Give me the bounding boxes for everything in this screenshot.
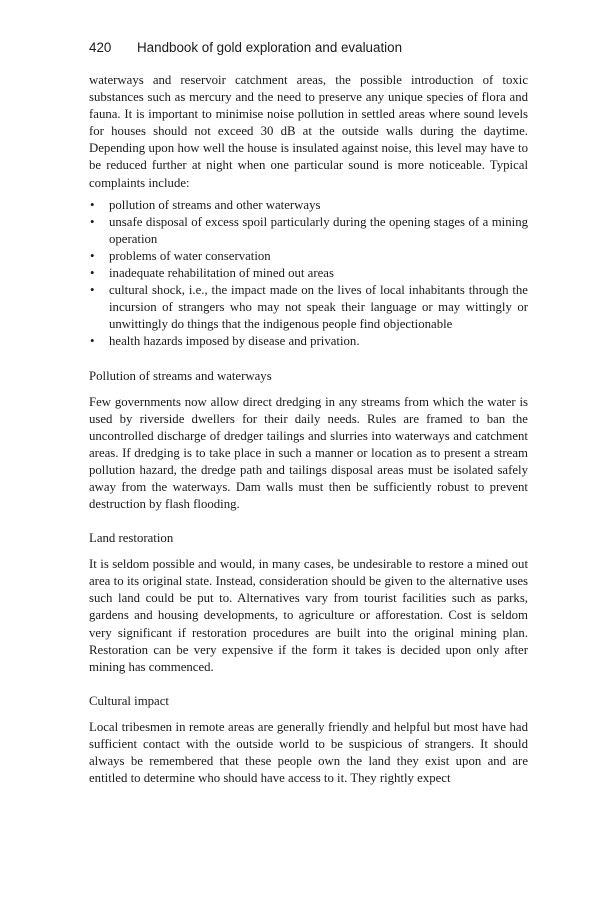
list-item [89,265,528,282]
list-item-text: pollution of streams and other waterways [109,197,321,212]
book-page [89,40,528,787]
bullet-icon: • [90,266,95,281]
list-item-text: cultural shock, i.e., the impact made on the lives of local inhabitants through the incursion of strangers who may not speak their language or may wittingly or unwittingly do things that the indigenous people find objectionable [109,283,528,332]
complaints-list [89,197,528,351]
section-paragraph-pollution: Few governments now allow direct dredging in any streams from which the water is used by riverside dwellers for their daily needs. Rules are framed to ban the uncontrolled discharge of dredger tailings and slurries into waterways and catchment areas. If dredging is to take place in such a manner or location as to present a stream pollution hazard, the dredge path and tailings disposal areas must be isolated safely away from the waterways. Dam walls must then be sufficiently robust to prevent destruction by flash flooding. [89,394,528,512]
book-title: Handbook of gold exploration and evaluation [137,40,403,55]
section-heading-pollution: Pollution of streams and waterways [89,368,272,383]
section-heading-cultural-impact: Cultural impact [89,693,169,708]
list-item-text: problems of water conservation [109,248,271,263]
intro-paragraph: waterways and reservoir catchment areas, the possible introduction of toxic substances such as mercury and the need to preserve any unique species of flora and fauna. It is important to minimise noise pollution in settled areas where sound levels for houses should not exceed 30 dB at the outside walls during the daytime. Depending upon how well the house is insulated against noise, this level may have to be reduced further at night when one particular sound is more noticeable. Typical complaints include: [89,73,528,190]
bullet-icon: • [90,283,95,298]
bullet-icon: • [90,197,95,212]
list-item [89,197,528,214]
section-heading-land-restoration: Land restoration [89,531,174,546]
list-item [89,282,528,333]
bullet-icon: • [90,214,95,229]
list-item-text: unsafe disposal of excess spoil particularly during the opening stages of a mining operation [109,214,528,246]
list-item [89,248,528,265]
list-item [89,214,528,248]
list-item-text: health hazards imposed by disease and privation. [109,334,360,349]
list-item-text: inadequate rehabilitation of mined out areas [109,266,334,281]
running-head [89,40,528,56]
bullet-icon: • [90,334,95,349]
section-paragraph-land-restoration: It is seldom possible and would, in many cases, be undesirable to restore a mined out area to its original state. Instead, consideration should be given to the alternative uses such land could be put to. Alternatives vary from tourist facilities such as parks, gardens and housing developments, to agriculture or afforestation. Cost is seldom very significant if restoration procedures are built into the original mining plan. Restoration can be very expensive if the form it takes is decided upon only after mining has commenced. [89,557,528,674]
list-item [89,333,528,350]
section-paragraph-cultural-impact: Local tribesmen in remote areas are generally friendly and helpful but most have had sufficient contact with the outside world to be suspicious of strangers. It should always be remembered that these people own the land they exist upon and are entitled to determine who should have access to it. They rightly expect [89,719,528,786]
body-text [89,72,528,787]
page-number: 420 [89,40,112,55]
bullet-icon: • [90,248,95,263]
